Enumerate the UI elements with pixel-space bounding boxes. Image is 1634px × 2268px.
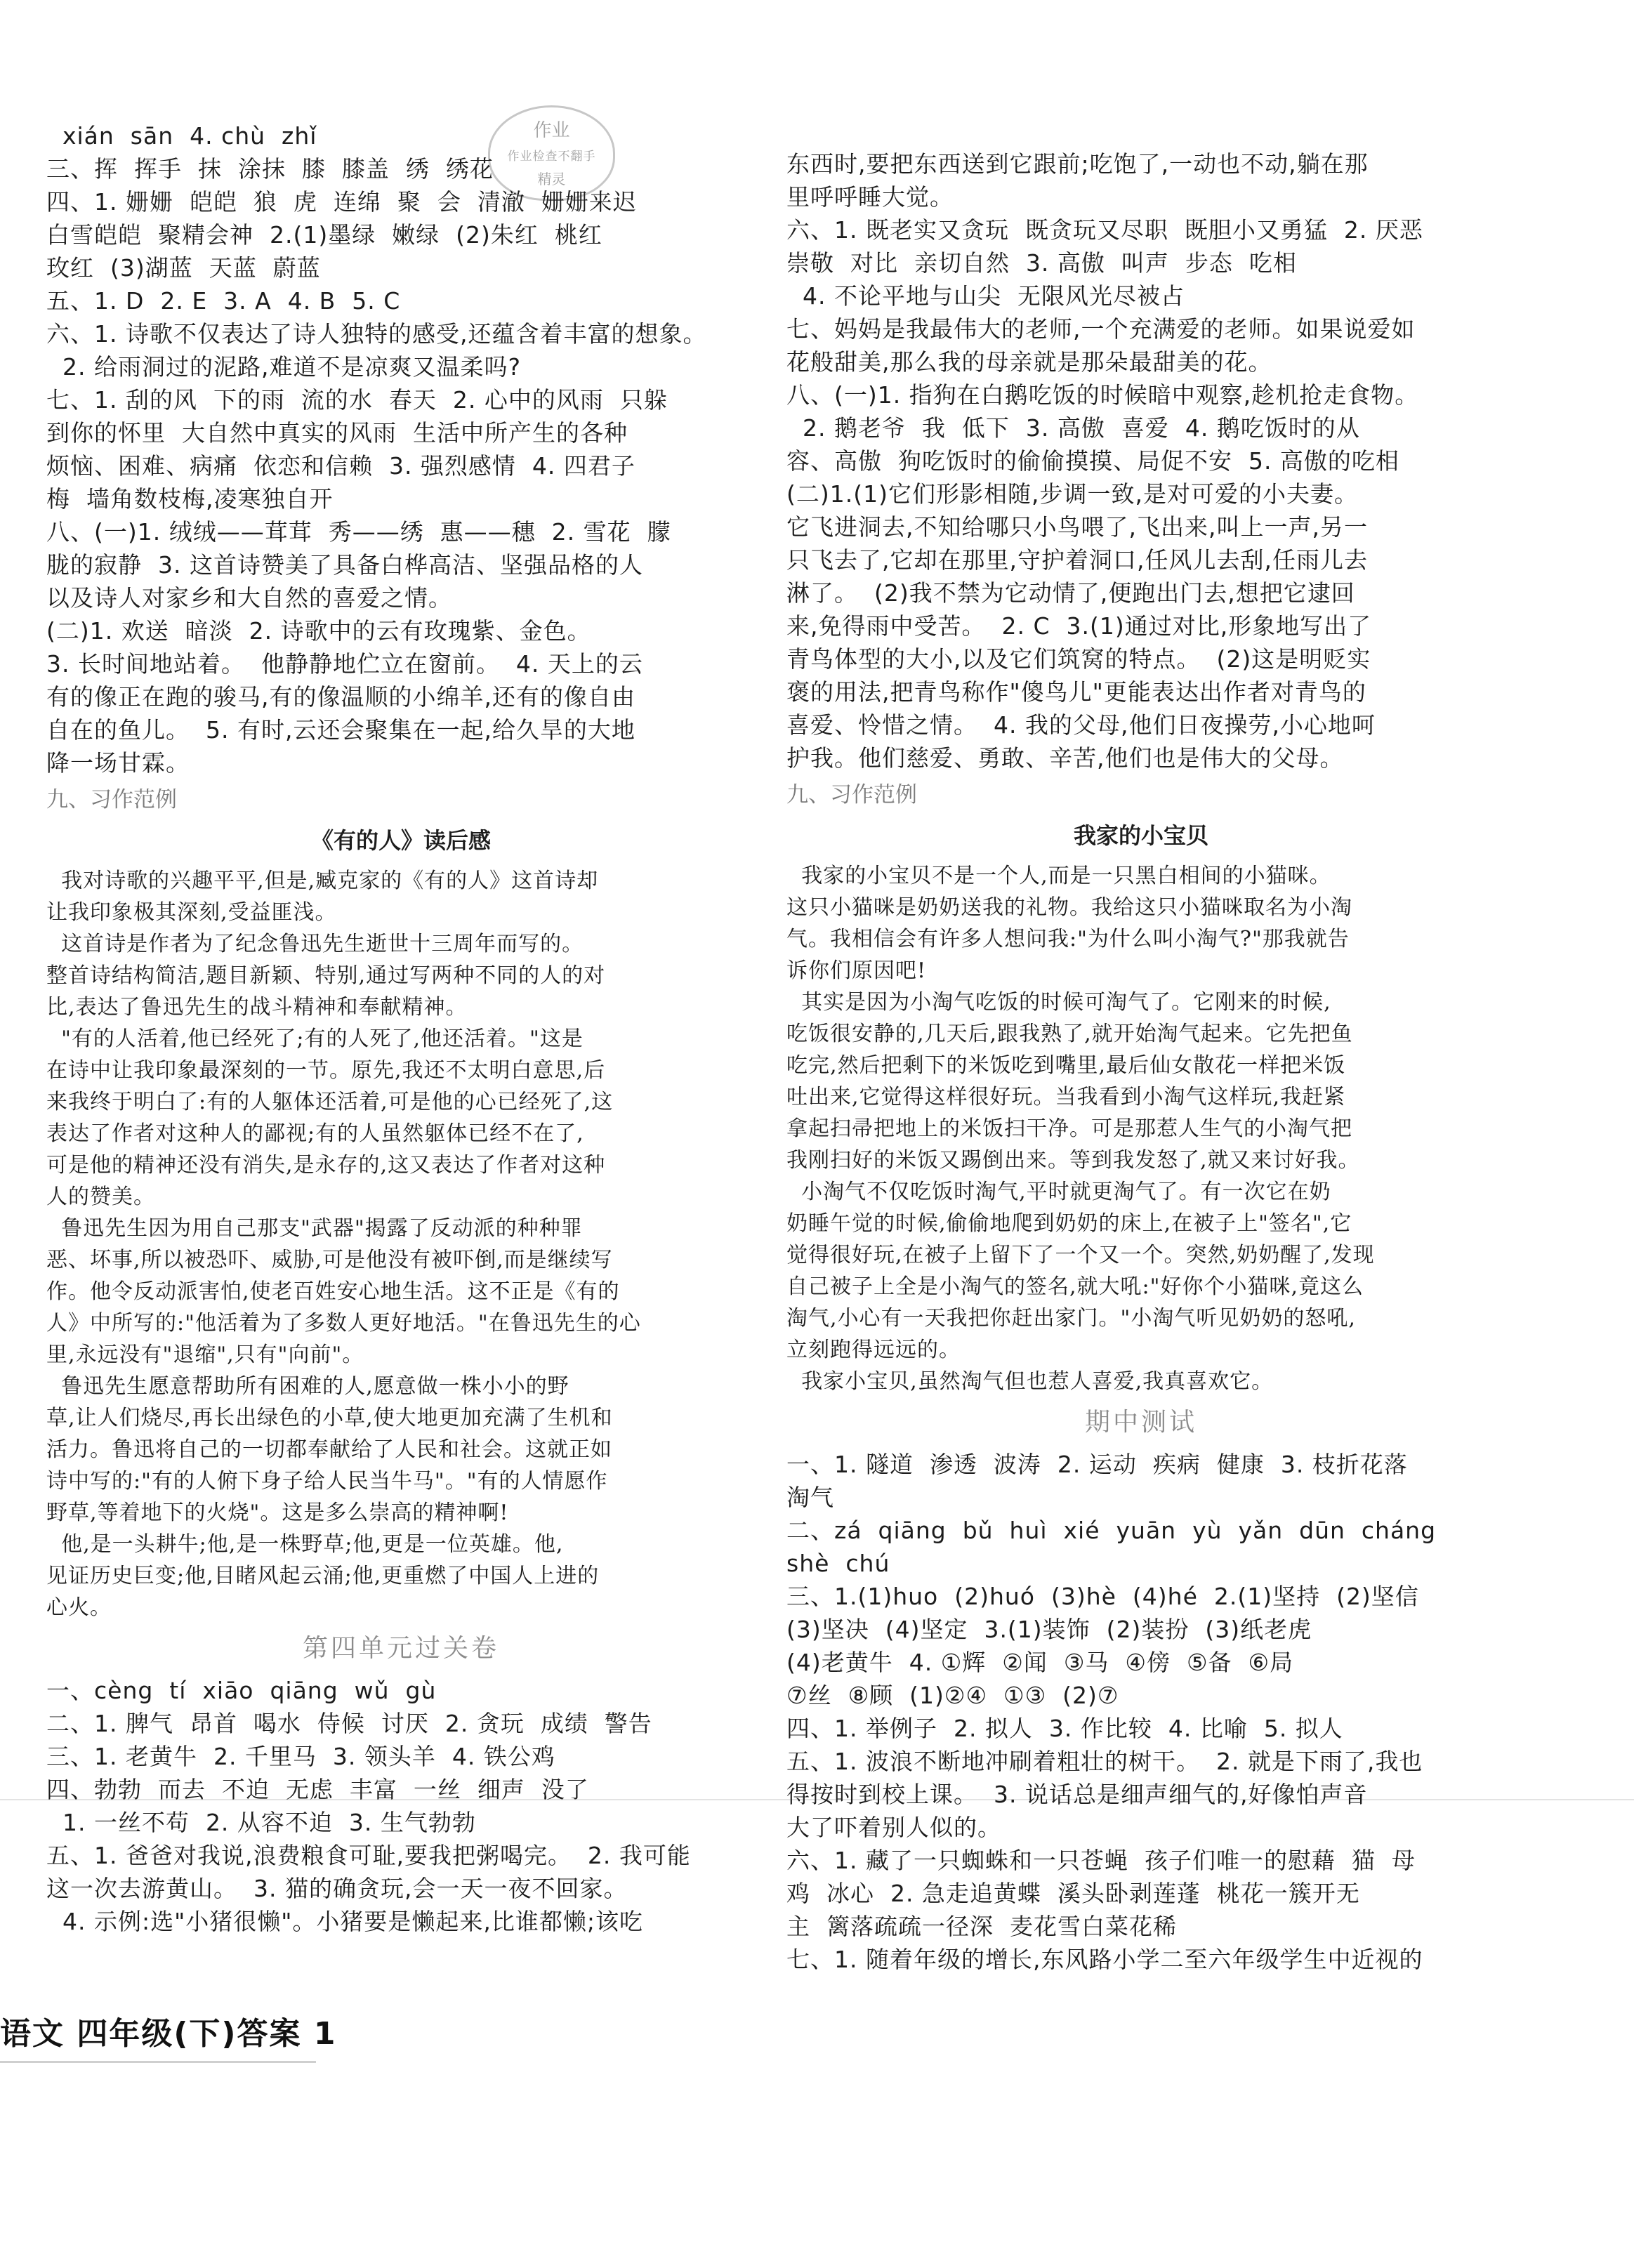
essay-line: 觉得很好玩,在被子上留下了一个又一个。突然,奶奶醒了,发现 — [786, 1243, 1375, 1267]
essay-line: 诉你们原因吧! — [786, 958, 927, 983]
answer-line: xián sān 4. chù zhǐ — [46, 122, 317, 150]
stamp-text-3: 精灵 — [537, 171, 566, 187]
answer-line: 里呼呼睡大觉。 — [786, 183, 954, 211]
essay-line: 作。他令反动派害怕,使老百姓安心地生活。这不正是《有的 — [46, 1279, 620, 1304]
right-essay — [786, 860, 1496, 1397]
answer-line: 玫红 (3)湖蓝 天蓝 蔚蓝 — [46, 254, 321, 282]
answer-line: 三、挥 挥手 抹 涂抹 膝 膝盖 绣 绣花 — [46, 155, 494, 183]
answer-line: 以及诗人对家乡和大自然的喜爱之情。 — [46, 584, 452, 612]
essay-line: 吃饭很安静的,几天后,跟我熟了,就开始淘气起来。它先把鱼 — [786, 1022, 1353, 1046]
essay-line: 我家的小宝贝不是一个人,而是一只黑白相间的小猫咪。 — [786, 864, 1331, 888]
right-section-label: 九、习作范例 — [786, 782, 917, 807]
essay-line: 诗中写的:"有的人俯下身子给人民当牛马"。"有的人情愿作 — [46, 1469, 608, 1494]
answer-line: 它飞进洞去,不知给哪只小鸟喂了,飞出来,叫上一声,另一 — [786, 513, 1368, 541]
answer-line: 2. 鹅老爷 我 低下 3. 高傲 喜爱 4. 鹅吃饭时的从 — [786, 414, 1360, 442]
essay-line: 这首诗是作者为了纪念鲁迅先生逝世十三周年而写的。 — [46, 932, 584, 956]
answer-line: 二、1. 脾气 昂首 喝水 侍候 讨厌 2. 贪玩 成绩 警告 — [46, 1710, 652, 1737]
left-answers-a — [46, 119, 756, 779]
answer-line: 烦恼、困难、病痛 依恋和信赖 3. 强烈感情 4. 四君子 — [46, 452, 635, 480]
left-section-label: 九、习作范例 — [46, 787, 177, 812]
answer-line: 自在的鱼儿。 5. 有时,云还会聚集在一起,给久旱的大地 — [46, 716, 635, 744]
essay-line: 草,让人们烧尽,再长出绿色的小草,使大地更加充满了生机和 — [46, 1406, 613, 1430]
stamp-text-2: 作业检查不翻手 — [507, 150, 596, 164]
essay-line: 拿起扫帚把地上的米饭扫干净。可是那惹人生气的小淘气把 — [786, 1116, 1352, 1141]
right-answers-b — [786, 1448, 1496, 1976]
essay-line: 立刻跑得远远的。 — [786, 1338, 961, 1362]
right-column — [786, 147, 1496, 1976]
answer-line: 东西时,要把东西送到它跟前;吃饱了,一动也不动,躺在那 — [786, 150, 1369, 178]
answer-line: 3. 长时间地站着。 他静静地伫立在窗前。 4. 天上的云 — [46, 650, 643, 678]
essay-line: 自己被子上全是小淘气的签名,就大吼:"好你个小猫咪,竟这么 — [786, 1274, 1364, 1299]
essay-line: 吃完,然后把剩下的米饭吃到嘴里,最后仙女散花一样把米饭 — [786, 1053, 1346, 1078]
answer-line: 容、高傲 狗吃饭时的偷偷摸摸、局促不安 5. 高傲的吃相 — [786, 447, 1399, 475]
essay-line: 吐出来,它觉得这样很好玩。当我看到小淘气这样玩,我赶紧 — [786, 1085, 1346, 1109]
answer-line: 降一场甘霖。 — [46, 749, 190, 777]
answer-line: 一、1. 隧道 渗透 波涛 2. 运动 疾病 健康 3. 枝折花落 — [786, 1451, 1408, 1478]
essay-line: 活力。鲁迅将自己的一切都奉献给了人民和社会。这就正如 — [46, 1437, 612, 1462]
left-column — [46, 119, 756, 1938]
answer-line: shè chú — [786, 1550, 890, 1577]
essay-line: 人的赞美。 — [46, 1185, 155, 1209]
essay-line: 奶睡午觉的时候,偷偷地爬到奶奶的床上,在被子上"签名",它 — [786, 1211, 1352, 1236]
answer-line: 三、1. 老黄牛 2. 千里马 3. 领头羊 4. 铁公鸡 — [46, 1743, 555, 1770]
essay-line: 这只小猫咪是奶奶送我的礼物。我给这只小猫咪取名为小淘 — [786, 895, 1352, 920]
answer-line: 4. 示例:选"小猪很懒"。小猪要是懒起来,比谁都懒;该吃 — [46, 1908, 644, 1935]
answer-line: 四、勃勃 而去 不迫 无虑 丰富 一丝 细声 没了 — [46, 1776, 589, 1803]
left-essay-title: 《有的人》读后感 — [310, 827, 491, 854]
essay-line: 鲁迅先生愿意帮助所有困难的人,愿意做一株小小的野 — [46, 1374, 569, 1399]
answer-line: 有的像正在跑的骏马,有的像温顺的小绵羊,还有的像自由 — [46, 683, 635, 711]
answer-line: 五、1. 波浪不断地冲刷着粗壮的树干。 2. 就是下雨了,我也 — [786, 1748, 1423, 1775]
essay-line: 其实是因为小淘气吃饭的时候可淘气了。它刚来的时候, — [786, 990, 1331, 1015]
answer-line: 胧的寂静 3. 这首诗赞美了具备白桦高洁、坚强品格的人 — [46, 551, 643, 579]
answer-line: 六、1. 诗歌不仅表达了诗人独特的感受,还蕴含着丰富的想象。 — [46, 320, 707, 348]
answer-line: 褒的用法,把青鸟称作"傻鸟儿"更能表达出作者对青鸟的 — [786, 678, 1366, 706]
essay-line: 淘气,小心有一天我把你赶出家门。"小淘气听见奶奶的怒吼, — [786, 1306, 1356, 1331]
essay-line: 鲁迅先生因为用自己那支"武器"揭露了反动派的种种罪 — [46, 1216, 583, 1241]
answer-line: 白雪皑皑 聚精会神 2.(1)墨绿 嫩绿 (2)朱红 桃红 — [46, 221, 602, 249]
essay-line: 我家小宝贝,虽然淘气但也惹人喜爱,我真喜欢它。 — [786, 1369, 1274, 1394]
answer-line: 四、1. 举例子 2. 拟人 3. 作比较 4. 比喻 5. 拟人 — [786, 1715, 1343, 1742]
answer-line: 一、cèng tí xiāo qiāng wǔ gù — [46, 1677, 437, 1704]
answer-line: 花般甜美,那么我的母亲就是那朵最甜美的花。 — [786, 348, 1272, 376]
essay-line: 气。我相信会有许多人想问我:"为什么叫小淘气?"那我就告 — [786, 927, 1350, 951]
essay-line: 人》中所写的:"他活着为了多数人更好地活。"在鲁迅先生的心 — [46, 1311, 641, 1336]
answer-line: 四、1. 姗姗 皑皑 狼 虎 连绵 聚 会 清澈 姗姗来迟 — [46, 188, 637, 216]
answer-line: 三、1.(1)huo (2)huó (3)hè (4)hé 2.(1)坚持 (2)坚信 — [786, 1583, 1419, 1610]
answer-line: 主 篱落疏疏一径深 麦花雪白菜花稀 — [786, 1913, 1177, 1940]
essay-line: 我对诗歌的兴趣平平,但是,臧克家的《有的人》这首诗却 — [46, 869, 599, 893]
answer-line: 鸡 冰心 2. 急走追黄蝶 溪头卧剥莲蓬 桃花一簇开无 — [786, 1880, 1360, 1907]
answer-line: 六、1. 藏了一只蜘蛛和一只苍蝇 孩子们唯一的慰藉 猫 母 — [786, 1847, 1416, 1874]
answer-line: ⑦丝 ⑧顾 (1)②④ ①③ (2)⑦ — [786, 1682, 1119, 1709]
essay-line: 我刚扫好的米饭又踢倒出来。等到我发怒了,就又来讨好我。 — [786, 1148, 1360, 1173]
answer-line: 八、(一)1. 指狗在白鹅吃饭的时候暗中观察,趁机抢走食物。 — [786, 381, 1419, 409]
essay-line: 野草,等着地下的火烧"。这是多么崇高的精神啊! — [46, 1501, 509, 1525]
answer-line: 到你的怀里 大自然中真实的风雨 生活中所产生的各种 — [46, 419, 628, 447]
left-answers-b — [46, 1674, 756, 1938]
right-essay-title: 我家的小宝贝 — [1073, 822, 1208, 849]
essay-line: 可是他的精神还没有消失,是永存的,这又表达了作者对这种 — [46, 1153, 606, 1178]
answer-line: 二、zá qiāng bǔ huì xié yuān yù yǎn dūn cháng — [786, 1517, 1437, 1544]
essay-line: 心火。 — [46, 1595, 112, 1620]
essay-line: 小淘气不仅吃饭时淘气,平时就更淘气了。有一次它在奶 — [786, 1180, 1331, 1204]
answer-line: 只飞去了,它却在那里,守护着洞口,任风儿去刮,任雨儿去 — [786, 546, 1368, 574]
answer-line: 青鸟体型的大小,以及它们筑窝的特点。 (2)这是明贬实 — [786, 645, 1371, 673]
essay-line: 他,是一头耕牛;他,是一株野草;他,更是一位英雄。他, — [46, 1532, 564, 1557]
answer-line: (3)坚决 (4)坚定 3.(1)装饰 (2)装扮 (3)纸老虎 — [786, 1616, 1312, 1643]
answer-line: 4. 不论平地与山尖 无限风光尽被占 — [786, 282, 1185, 310]
answer-line: 淋了。 (2)我不禁为它动情了,便跑出门去,想把它逮回 — [786, 579, 1355, 607]
answer-line: 六、1. 既老实又贪玩 既贪玩又尽职 既胆小又勇猛 2. 厌恶 — [786, 216, 1423, 244]
answer-line: 梅 墙角数枝梅,凌寒独自开 — [46, 485, 334, 513]
answer-line: (二)1. 欢送 暗淡 2. 诗歌中的云有玫瑰紫、金色。 — [46, 617, 591, 645]
answer-line: 五、1. 爸爸对我说,浪费粮食可耻,要我把粥喝完。 2. 我可能 — [46, 1842, 691, 1869]
answer-line: 喜爱、怜惜之情。 4. 我的父母,他们日夜操劳,小心地呵 — [786, 711, 1376, 739]
answer-line: 大了吓着别人似的。 — [786, 1814, 1001, 1841]
answer-line: 1. 一丝不苟 2. 从容不迫 3. 生气勃勃 — [46, 1809, 476, 1836]
footer-underline — [0, 2061, 316, 2063]
answer-line: 崇敬 对比 亲切自然 3. 高傲 叫声 步态 吃相 — [786, 249, 1297, 277]
right-answers-a — [786, 147, 1496, 774]
essay-line: 见证历史巨变;他,目睹风起云涌;他,更重燃了中国人上进的 — [46, 1564, 600, 1588]
answer-line: 来,免得雨中受苦。 2. C 3.(1)通过对比,形象地写出了 — [786, 612, 1372, 640]
left-unit-title: 第四单元过关卷 — [302, 1634, 499, 1663]
answer-line: (二)1.(1)它们形影相随,步调一致,是对可爱的小夫妻。 — [786, 480, 1358, 508]
essay-line: 来我终于明白了:有的人躯体还活着,可是他的心已经死了,这 — [46, 1090, 614, 1114]
essay-line: 表达了作者对这种人的鄙视;有的人虽然躯体已经不在了, — [46, 1121, 584, 1146]
essay-line: 比,表达了鲁迅先生的战斗精神和奉献精神。 — [46, 995, 468, 1020]
answer-line: 七、妈妈是我最伟大的老师,一个充满爱的老师。如果说爱如 — [786, 315, 1416, 343]
answer-line: 七、1. 刮的风 下的雨 流的水 春天 2. 心中的风雨 只躲 — [46, 386, 668, 414]
answer-line: 2. 给雨洞过的泥路,难道不是凉爽又温柔吗? — [46, 353, 521, 381]
answer-line: 七、1. 随着年级的增长,东风路小学二至六年级学生中近视的 — [786, 1946, 1423, 1973]
page-footer: 语文 四年级(下)答案 1 — [0, 2016, 337, 2052]
essay-line: 里,永远没有"退缩",只有"向前"。 — [46, 1343, 364, 1367]
essay-line: 在诗中让我印象最深刻的一节。原先,我还不太明白意思,后 — [46, 1058, 606, 1083]
answer-line: 淘气 — [786, 1484, 834, 1511]
answer-line: 护我。他们慈爱、勇敢、辛苦,他们也是伟大的父母。 — [786, 744, 1344, 772]
answer-line: (4)老黄牛 4. ①辉 ②闻 ③马 ④傍 ⑤备 ⑥局 — [786, 1649, 1294, 1676]
stamp-text-1: 作业 — [533, 120, 570, 141]
essay-line: 恶、坏事,所以被恐吓、威胁,可是他没有被吓倒,而是继续写 — [46, 1248, 613, 1272]
answer-line: 得按时到校上课。 3. 说话总是细声细气的,好像怕声音 — [786, 1781, 1368, 1808]
answer-line: 五、1. D 2. E 3. A 4. B 5. C — [46, 287, 401, 315]
right-unit-title: 期中测试 — [1084, 1408, 1197, 1437]
answer-line: 八、(一)1. 绒绒——茸茸 秀——绣 惠——穗 2. 雪花 朦 — [46, 518, 671, 546]
answer-line: 这一次去游黄山。 3. 猫的确贪玩,会一天一夜不回家。 — [46, 1875, 628, 1902]
essay-line: 整首诗结构简洁,题目新颖、特别,通过写两种不同的人的对 — [46, 963, 606, 988]
essay-line: "有的人活着,他已经死了;有的人死了,他还活着。"这是 — [46, 1027, 584, 1051]
essay-line: 让我印象极其深刻,受益匪浅。 — [46, 900, 337, 925]
left-essay — [46, 865, 756, 1623]
